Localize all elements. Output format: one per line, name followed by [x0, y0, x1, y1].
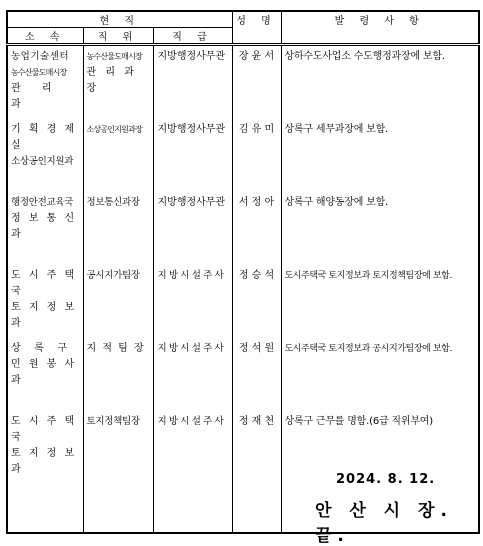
position-cell [83, 264, 153, 337]
header-order: 발 령 사 항 [281, 11, 479, 45]
department-line: 농수산물도매시장 [11, 68, 67, 77]
department-cell [7, 337, 83, 410]
position-cell [83, 45, 153, 119]
department-line: 기 획 경 제 실 [11, 124, 77, 151]
department-line: 도 시 주 택 국 [11, 270, 77, 297]
order-cell: 상하수도사업소 수도행정과장에 보함. [284, 51, 445, 62]
position-cell [83, 118, 153, 191]
department-line: 소상공인지원과 [11, 156, 74, 167]
department-line: 농업기술센터 [11, 51, 70, 62]
issue-date: 2024. 8. 12. [336, 472, 436, 487]
header-department: 소 속 [7, 28, 83, 45]
position-line: 소상공인지원과장 [86, 125, 142, 134]
department-cell [7, 118, 83, 191]
position-line: 관 리 과 장 [86, 67, 137, 94]
rank-cell: 지 방 시 설 주 사 [153, 410, 232, 533]
table-row [7, 191, 479, 264]
department-line: 행정안전교육국 [11, 197, 74, 208]
name-cell: 김 유 미 [232, 118, 281, 191]
rank-cell: 지방행정사무관 [153, 191, 232, 264]
table-row [7, 118, 479, 191]
header-position: 직 위 [83, 28, 153, 45]
department-line: 토 지 정 보 과 [11, 302, 77, 329]
header-rank: 직 급 [153, 28, 232, 45]
position-line: 공시지가팀장 [86, 270, 140, 281]
name-cell: 정 석 원 [232, 337, 281, 410]
table-row [7, 264, 479, 337]
rank-cell: 지 방 시 설 주 사 [153, 337, 232, 410]
personnel-order-document [6, 10, 478, 546]
department-line: 정 보 통 신 과 [11, 213, 77, 240]
table-row [7, 337, 479, 410]
department-line: 민 원 봉 사 과 [11, 359, 77, 386]
rank-cell: 지방행정사무관 [153, 118, 232, 191]
position-line: 토지정책팀장 [86, 416, 140, 427]
order-cell: 상록구 세무과장에 보함. [284, 124, 389, 135]
position-cell [83, 410, 153, 533]
name-cell: 정 승 석 [232, 264, 281, 337]
position-line: 지 적 팀 장 [86, 343, 146, 354]
department-line: 상 록 구 [11, 343, 69, 354]
position-line: 정보통신과장 [86, 197, 140, 208]
department-cell [7, 45, 83, 119]
table-row [7, 45, 479, 119]
name-cell: 정 재 천 [232, 410, 281, 533]
header-name: 성 명 [232, 11, 281, 45]
personnel-order-table [6, 10, 480, 534]
header-current-position: 현 직 [7, 11, 232, 28]
position-line: 농수산물도매시장 [86, 52, 142, 61]
order-cell: 상록구 해양동장에 보함. [284, 197, 389, 208]
rank-cell: 지방행정사무관 [153, 45, 232, 119]
department-line: 도 시 주 택 국 [11, 416, 77, 443]
order-cell: 상록구 근무를 명함.(6급 직위부여) [284, 416, 433, 427]
rank-cell: 지 방 시 설 주 사 [153, 264, 232, 337]
name-cell: 서 정 아 [232, 191, 281, 264]
order-cell: 도시주택국 토지정보과 토지정책팀장에 보함. [284, 271, 452, 281]
position-cell [83, 191, 153, 264]
department-cell [7, 410, 83, 533]
name-cell: 장 윤 서 [232, 45, 281, 119]
department-line: 관 리 과 [11, 83, 61, 110]
order-cell: 도시주택국 토지정보과 공시지가팀장에 보함. [284, 344, 452, 354]
department-cell [7, 264, 83, 337]
department-cell [7, 191, 83, 264]
position-cell [83, 337, 153, 410]
mayor-signature: 안 산 시 장. 끝. [315, 501, 453, 546]
department-line: 토 지 정 보 과 [11, 448, 77, 475]
